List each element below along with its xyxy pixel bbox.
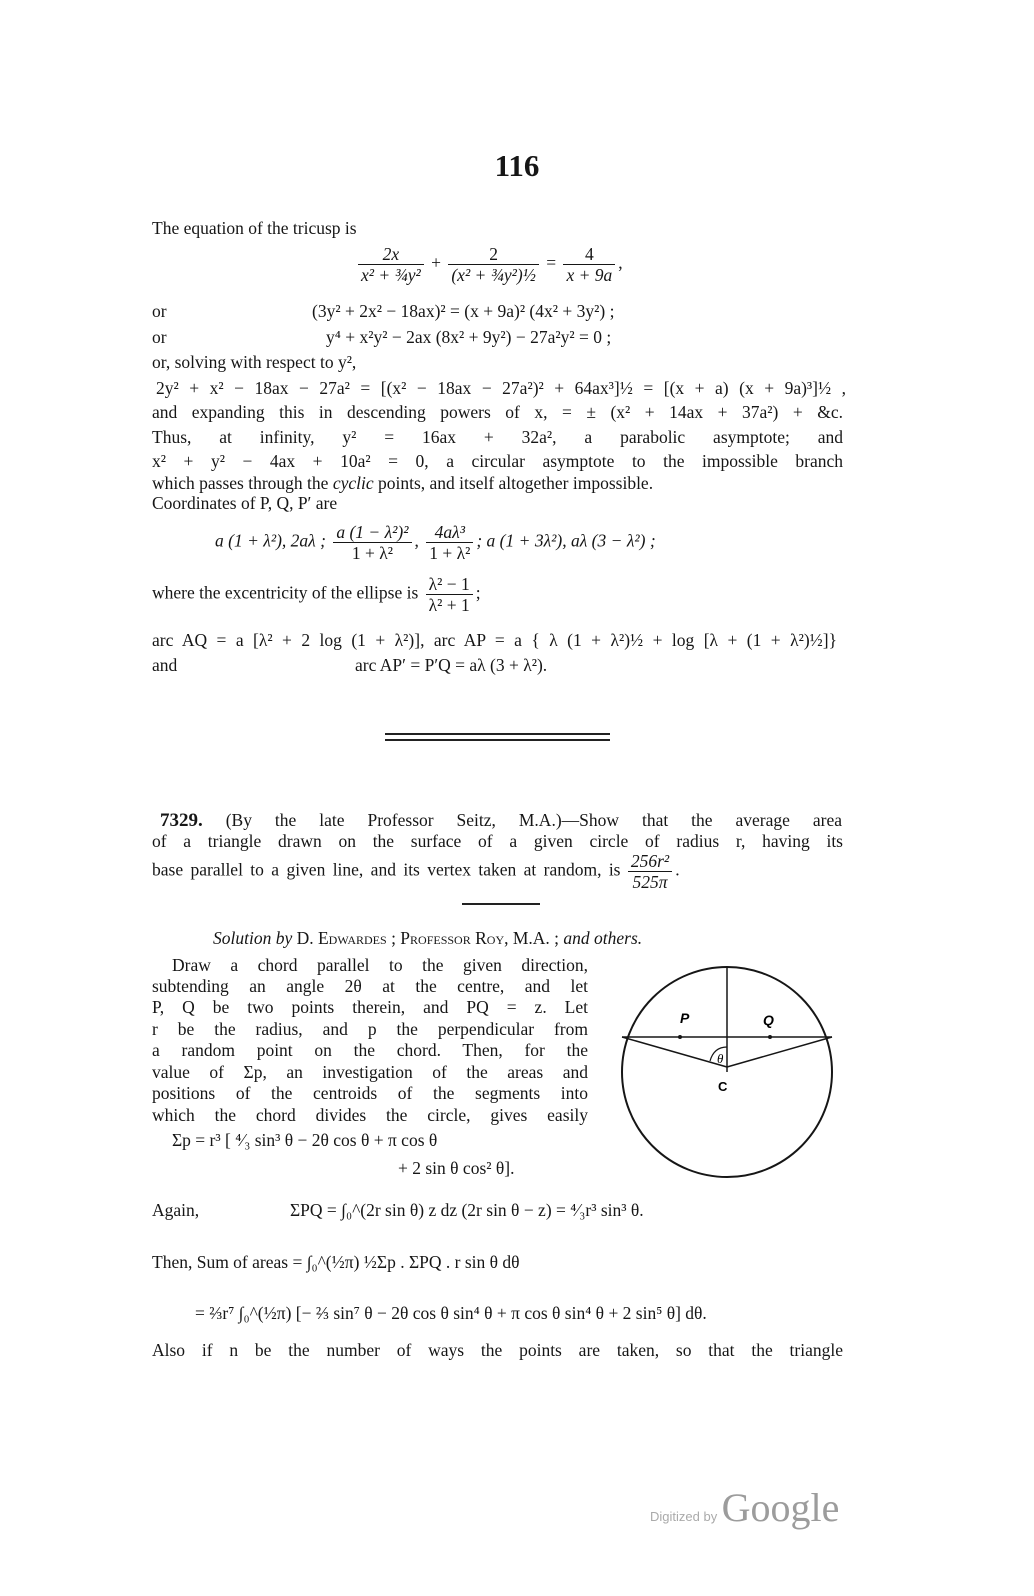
solving-text: or, solving with respect to y², [152,352,357,372]
frac-den: x² + ¾y² [361,265,421,285]
frac-den: λ² + 1 [428,595,470,615]
final-equation: = ⅔r⁷ ∫₀^(½π) [− ⅔ sin⁷ θ − 2θ cos θ sin⁴ θ + π cos θ sin⁴ θ + 2 sin⁵ θ] dθ. [195,1303,707,1323]
semicolon: ; [475,582,481,603]
and-label: and [152,655,178,675]
comma: , [618,252,623,273]
paragraph-line: Coordinates of P, Q, P′ are [152,493,338,513]
frac-num: 2x [382,244,400,264]
tricusp-equation [355,244,755,285]
body-line: value of Σp, an investigation of the areas and [152,1062,588,1082]
label-c: C [718,1079,728,1094]
arc-equation-2: arc AP′ = P′Q = aλ (3 + λ²). [355,655,548,675]
divider-rule [385,733,610,735]
frac-num: λ² − 1 [426,574,473,595]
paragraph-line: and expanding this in descending powers of x, = ± (x² + 14ax + 37a²) + &c. [152,402,843,422]
frac-den: x + 9a [566,265,613,285]
sum-pq-equation: ΣPQ = ∫₀^(2r sin θ) z dz (2r sin θ − z) = ⁴⁄₃r³ sin³ θ. [290,1200,644,1220]
google-watermark [650,1484,839,1531]
body-line: positions of the centroids of the segments into [152,1083,588,1103]
short-rule [462,903,540,905]
paragraph-line: x² + y² − 4ax + 10a² = 0, a circular asymptote to the impossible branch [152,451,843,471]
body-line: Draw a chord parallel to the given direction, [172,955,588,975]
coord-p-prime: ; a (1 + 3λ²), aλ (3 − λ²) ; [476,530,656,551]
frac-den: 1 + λ² [429,543,471,563]
body-line: which the chord divides the circle, gives easily [152,1105,588,1125]
coordinates-equation [215,522,815,563]
arc-equation-1: arc AQ = a [λ² + 2 log (1 + λ²)], arc AP = a { λ (1 + λ²)½ + log [λ + (1 + λ²)½]} [152,630,837,650]
problem-number: 7329. [160,810,203,831]
text: points, and itself altogether impossible. [373,473,654,493]
body-line: P, Q be two points therein, and PQ = z. Let [152,997,588,1017]
equation-4: 2y² + x² − 18ax − 27a² = [(x² − 18ax − 27a²)² + 64ax³]½ = [(x + a) (x + 9a)³]½ , [156,378,846,398]
text: and others. [563,928,643,948]
radius-right [727,1037,832,1067]
authors: D. Edwardes ; Professor Roy, M.A. ; [292,928,564,948]
text: which passes through the [152,473,333,493]
point-p [678,1035,682,1039]
paragraph-line [152,473,843,494]
text: base parallel to a given line, and its vertex taken at random, is [152,859,621,880]
equals: = [546,252,557,273]
body-line: subtending an angle 2θ at the centre, and let [152,976,588,996]
coord-p: a (1 + λ²), 2aλ ; [215,530,326,551]
eccentricity-line [152,574,843,615]
watermark-small: Digitized by [650,1509,718,1524]
frac-num: 256r² [630,851,670,871]
problem-line [160,810,842,831]
watermark-logo: Google [721,1485,840,1530]
divider-rule [385,739,610,741]
text: where the excentricity of the ellipse is [152,582,419,603]
italic-text: cyclic [332,473,374,493]
point-q [768,1035,772,1039]
label-theta: θ [717,1051,724,1066]
body-line: r be the radius, and p the perpendicular from [152,1019,588,1039]
equation-2: (3y² + 2x² − 18ax)² = (x + 9a)² (4x² + 3y²) ; [312,301,615,321]
text: Solution by [213,928,293,948]
frac-num: 4 [563,244,615,265]
equation-3: y⁴ + x²y² − 2ax (8x² + 9y²) − 27a²y² = 0 ; [326,327,612,347]
paragraph-line: Thus, at infinity, y² = 16ax + 32a², a parabolic asymptote; and [152,427,843,447]
text: (By the late Professor Seitz, M.A.)—Show that the average area [202,810,842,830]
or-label: or [152,301,167,321]
tricusp-intro: The equation of the tricusp is [152,218,357,238]
page-number: 116 [494,148,540,183]
frac-den: 1 + λ² [351,543,393,563]
plus: + [431,252,441,273]
comma: , [414,530,419,551]
sum-p-equation-cont: + 2 sin θ cos² θ]. [398,1158,515,1178]
body-line: Also if n be the number of ways the points are taken, so that the triangle [152,1340,843,1360]
or-label: or [152,327,167,347]
frac-den: 525π [632,872,668,892]
again-label: Again, [152,1200,200,1220]
circle-diagram [610,955,850,1185]
frac-num: a (1 − λ²)² [336,522,409,542]
radius-left [622,1037,727,1067]
frac-num: 2 [448,244,539,265]
sum-p-equation: Σp = r³ [ ⁴⁄₃ sin³ θ − 2θ cos θ + π cos θ [172,1130,438,1150]
sum-of-areas-equation: Then, Sum of areas = ∫₀^(½π) ½Σp . ΣPQ . r sin θ dθ [152,1252,520,1272]
frac-num: 4aλ³ [434,522,465,542]
solution-heading [213,928,813,949]
label-q: Q [763,1012,774,1028]
body-line: a random point on the chord. Then, for the [152,1040,588,1060]
label-p: P [680,1010,690,1026]
frac-den: (x² + ¾y²)½ [451,265,536,285]
problem-line [152,851,852,892]
period: . [675,859,680,880]
problem-line: of a triangle drawn on the surface of a given circle of radius r, having its [152,831,843,851]
